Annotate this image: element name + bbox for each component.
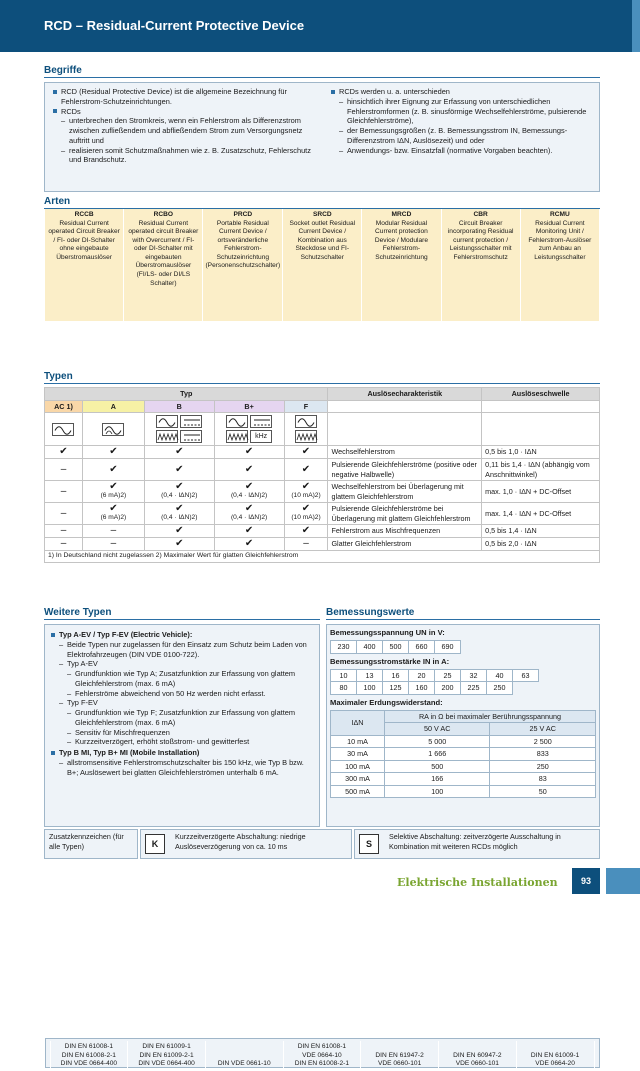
check-mark: ✔ <box>244 446 254 457</box>
typ-mark-cell <box>214 538 284 551</box>
char-cell: Wechselfehlerstrom <box>328 446 482 459</box>
check-mark: ✔ <box>109 481 118 493</box>
arten-desc: Residual Current Monitoring Unit / Fehlerstrom-Auslöser zum Anbau an Leistungsschalter <box>528 219 592 261</box>
typ-mark-cell <box>144 459 214 481</box>
erdung-head-v1: 50 V AC <box>385 723 490 736</box>
typ-mark-cell <box>284 459 328 481</box>
typ-mark-cell <box>284 538 328 551</box>
erdung-cell: 5 000 <box>385 735 490 748</box>
erdung-head-i: IΔN <box>331 710 385 735</box>
value-cell: 20 <box>409 669 435 682</box>
value-cell: 10 <box>331 669 357 682</box>
khz-icon: kHz <box>250 430 272 443</box>
weitere-text: Fehlerströme abweichend von 50 Hz werden nicht erfasst. <box>75 688 266 698</box>
typ-mark-cell <box>284 446 328 459</box>
page-title: RCD – Residual-Current Protective Device <box>44 18 305 33</box>
spannung-label: Bemessungsspannung UN in V: <box>330 628 445 637</box>
check-mark: ✔ <box>109 446 118 457</box>
erdung-label: Maximaler Erdungswiderstand: <box>330 697 443 707</box>
value-cell: 200 <box>435 682 461 695</box>
dash-icon: – <box>59 639 64 649</box>
table-row <box>331 735 596 748</box>
typ-mark-cell <box>144 538 214 551</box>
weitere-text: Beide Typen nur zugelassen für den Einsatz zum Schutz beim Laden von Elektrofahrzeugen (DIN VDE 0100-722). <box>67 639 307 659</box>
value-cell: 80 <box>331 682 357 695</box>
schw-cell: 0,5 bis 1,4 · IΔN <box>482 525 600 538</box>
mixed-frequency-icon <box>226 430 248 443</box>
check-mark: – <box>110 525 117 536</box>
typ-name: B+ <box>214 400 284 413</box>
value-cell: 230 <box>331 641 357 654</box>
check-mark: ✔ <box>301 525 311 536</box>
erdung-cell: 2 500 <box>490 735 596 748</box>
erdung-cell: 100 mA <box>331 760 385 773</box>
char-cell: Glatter Gleichfehlerstrom <box>328 538 482 551</box>
typ-mark-cell <box>82 459 144 481</box>
zusatz-s <box>354 829 600 859</box>
weitere-box <box>44 624 320 827</box>
check-mark: ✔ <box>301 481 311 493</box>
typ-mark-cell <box>45 503 83 525</box>
k-text: Kurzzeitverzögerte Abschaltung: niedrige Auslöseverzögerung von ca. 10 ms <box>175 832 306 851</box>
check-mark: ✔ <box>244 481 254 493</box>
value-cell: 225 <box>461 682 487 695</box>
section-title: Arten <box>44 196 71 207</box>
arten-name: PRCD <box>233 211 253 218</box>
erdung-head-v2: 25 V AC <box>490 723 596 736</box>
begriffe-right <box>331 87 593 155</box>
typ-sub: (0,4 · IΔN)2) <box>230 514 268 522</box>
char-cell: Pulsierende Gleichfehlerströme bei Überlagerung mit glattem Gleichfehlerstrom <box>328 503 482 525</box>
dash-icon: – <box>59 757 64 767</box>
char-header: Auslösecharakteristik <box>328 388 482 401</box>
arten-desc: Socket outlet Residual Current Device / Kombination aus Steckdose und FI-Schutzschalter <box>289 219 356 261</box>
empty-cell <box>328 413 482 446</box>
arten-norm: DIN EN 61009-1 VDE 0664-20 <box>516 1041 594 1071</box>
schw-cell: max. 1,0 · IΔN + DC-Offset <box>482 481 600 503</box>
typ-mark-cell <box>45 481 83 503</box>
k-badge: K <box>145 834 165 854</box>
typ-mark-cell <box>82 538 144 551</box>
value-cell: 13 <box>357 669 383 682</box>
check-mark: ✔ <box>244 525 254 536</box>
value-cell: 100 <box>357 682 383 695</box>
arten-desc: Circuit Breaker incorporating Residual current protection / Leistungsschalter mit Fehlerstromschutz <box>447 219 514 261</box>
sine-wave-icon <box>52 423 74 436</box>
table-row <box>45 446 600 459</box>
dash-icon: – <box>67 708 72 718</box>
erdung-cell: 1 666 <box>385 748 490 761</box>
erdung-cell: 833 <box>490 748 596 761</box>
check-mark: ✔ <box>59 446 68 457</box>
s-badge: S <box>359 834 379 854</box>
header-stripe <box>632 0 640 52</box>
bullet-list <box>331 87 593 97</box>
check-mark: ✔ <box>301 463 311 475</box>
arten-norm: DIN EN 61009-1 DIN EN 61009-2-1 DIN VDE 0664-400 <box>128 1041 206 1071</box>
weitere-item <box>51 728 313 738</box>
weitere-text: Typ F-EV <box>67 698 98 708</box>
check-mark: ✔ <box>175 503 184 515</box>
check-mark: ✔ <box>175 525 184 536</box>
empty-cell <box>328 400 482 413</box>
weitere-item <box>51 708 313 728</box>
arten-norm: DIN VDE 0661-10 <box>205 1041 283 1071</box>
strom-label: Bemessungsstromstärke IN in A: <box>330 656 450 666</box>
value-cell: 400 <box>357 641 383 654</box>
typ-sub: (10 mA)2) <box>291 492 321 500</box>
check-mark: ✔ <box>301 503 311 515</box>
check-mark: – <box>60 538 67 549</box>
arten-name: RCMU <box>549 211 570 218</box>
dash-icon: – <box>59 698 64 708</box>
list-item: – hinsichtlich ihrer Eignung zur Erfassung von unterschiedlichen Fehlerstromformen (z. B. sinusförmige Wechselfehlerströme, pulsierende Gleichfehlerströme), <box>339 97 593 126</box>
schw-header: Auslöseschwelle <box>482 388 600 401</box>
arten-desc: Modular Residual Current protection Device / Modulare Fehlerstrom-Schutzeinrichtung <box>374 219 429 261</box>
typ-mark-cell <box>144 503 214 525</box>
mixed-frequency-icon <box>156 430 178 443</box>
page-header <box>0 0 640 52</box>
value-cell: 16 <box>383 669 409 682</box>
dash-icon: – <box>67 727 72 737</box>
weitere-item <box>51 659 313 669</box>
table-row <box>45 538 600 551</box>
schw-cell: 0,5 bis 1,0 · IΔN <box>482 446 600 459</box>
typ-mark-cell <box>144 481 214 503</box>
bullet-list <box>53 87 315 116</box>
schw-cell: 0,5 bis 2,0 · IΔN <box>482 538 600 551</box>
weitere-item <box>51 737 313 747</box>
dc-icon <box>180 430 202 443</box>
table-row <box>45 459 600 481</box>
section-begriffe-heading <box>44 64 600 78</box>
erdung-cell: 30 mA <box>331 748 385 761</box>
typ-mark-cell <box>45 446 83 459</box>
section-title: Begriffe <box>44 65 82 76</box>
weitere-text: Grundfunktion wie Typ F; Zusatzfunktion zur Erfassung von glattem Gleichfehlerstrom (max. 6 mA) <box>75 708 296 727</box>
typ-name: B <box>144 400 214 413</box>
section-typen-heading <box>44 370 600 384</box>
value-cell: 690 <box>435 641 461 654</box>
page-number: 93 <box>572 868 600 894</box>
zusatz-label: Zusatzkennzeichen (für alle Typen) <box>44 829 138 859</box>
weitere-text: Grundfunktion wie Typ A; Zusatzfunktion zur Erfassung von glattem Gleichfehlerstrom (max. 6 mA) <box>75 669 296 688</box>
section-weitere-heading <box>44 606 320 620</box>
list-item: RCDs <box>53 107 315 117</box>
dash-icon: – <box>67 688 72 698</box>
pulsed-wave-icon <box>156 415 178 428</box>
weitere-text: Kurzzeitverzögert, erhöht stoßstrom- und gewitterfest <box>75 737 250 747</box>
section-bemessung-heading <box>326 606 600 620</box>
check-mark: – <box>60 525 67 536</box>
arten-norm: DIN EN 61947-2 VDE 0660-101 <box>361 1041 439 1071</box>
table-row <box>331 760 596 773</box>
typ-mark-cell <box>284 503 328 525</box>
weitere-text: allstromsensitive Fehlerstromschutzschalter bis 150 kHz, wie Typ B bzw. B+; Auslösewert bei glatten Gleichfehlerströmen unterhalb 6 mA. <box>67 757 304 777</box>
typ-name: A <box>82 400 144 413</box>
arten-norm: DIN EN 61008-1 VDE 0664-10 DIN EN 61008-2-1 <box>283 1041 361 1071</box>
weitere-item <box>51 689 313 699</box>
weitere-text: Sensitiv für Mischfrequenzen <box>75 727 170 737</box>
table-row <box>45 525 600 538</box>
bplus-symbol-cell <box>214 413 284 446</box>
typ-mark-cell <box>82 481 144 503</box>
strom-table <box>330 669 539 695</box>
typ-header: Typ <box>45 388 328 401</box>
schw-cell: max. 1,4 · IΔN + DC-Offset <box>482 503 600 525</box>
table-row <box>45 503 600 525</box>
table-row <box>331 785 596 798</box>
erdung-table <box>330 710 596 799</box>
check-mark: – <box>110 538 117 549</box>
typ-sub: (0,4 · IΔN)2) <box>230 492 268 500</box>
pulsed-wave-icon <box>102 423 124 436</box>
typ-mark-cell <box>144 525 214 538</box>
arten-desc: Portable Residual Current Device / ortsveränderliche Fehlerstrom-Schutzeinrichtung (Personenschutzschalter) <box>205 219 281 270</box>
section-arten-heading <box>44 195 600 209</box>
bullet-icon <box>51 633 55 637</box>
typ-mark-cell <box>82 446 144 459</box>
typen-footnote: 1) In Deutschland nicht zugelassen 2) Maximaler Wert für glatten Gleichfehlerstrom <box>45 551 600 563</box>
bemessung-box <box>326 624 600 827</box>
check-mark: – <box>60 507 67 519</box>
dc-icon <box>250 415 272 428</box>
arten-name: RCCB <box>74 211 94 218</box>
check-mark: – <box>60 463 67 475</box>
check-mark: – <box>60 485 67 497</box>
char-cell: Wechselfehlerstrom bei Überlagerung mit glattem Gleichfehlerstrom <box>328 481 482 503</box>
value-cell: 40 <box>487 669 513 682</box>
typ-mark-cell <box>45 525 83 538</box>
arten-norm: DIN EN 61008-1 DIN EN 61008-2-1 DIN VDE 0664-400 <box>50 1041 128 1071</box>
section-title: Weitere Typen <box>44 607 112 618</box>
typ-mark-cell <box>214 459 284 481</box>
typ-mark-cell <box>82 503 144 525</box>
typ-sub: (10 mA)2) <box>291 514 321 522</box>
typ-name: F <box>284 400 328 413</box>
check-mark: – <box>303 538 309 549</box>
arten-name: RCBO <box>153 211 174 218</box>
dash-icon: – <box>67 669 72 679</box>
footer-stripe <box>606 868 640 894</box>
erdung-cell: 500 mA <box>331 785 385 798</box>
value-cell: 500 <box>383 641 409 654</box>
table-row <box>331 773 596 786</box>
weitere-item <box>51 758 313 778</box>
erdung-cell: 166 <box>385 773 490 786</box>
arten-name: MRCD <box>391 211 412 218</box>
typ-sub: (0,4 · IΔN)2) <box>161 492 198 500</box>
typ-mark-cell <box>82 525 144 538</box>
erdung-cell: 10 mA <box>331 735 385 748</box>
zusatz-k <box>140 829 352 859</box>
value-cell: 160 <box>409 682 435 695</box>
schw-cell: 0,11 bis 1,4 · IΔN (abhängig vom Anschnittwinkel) <box>482 459 600 481</box>
value-cell: 250 <box>487 682 513 695</box>
typ-mark-cell <box>214 446 284 459</box>
typ-mark-cell <box>144 446 214 459</box>
begriffe-left <box>53 87 315 165</box>
table-row <box>45 481 600 503</box>
list-item: – Anwendungs- bzw. Einsatzfall (normative Vorgaben beachten). <box>339 146 593 156</box>
typ-mark-cell <box>45 459 83 481</box>
section-title: Bemessungswerte <box>326 607 415 618</box>
erdung-head-r: RA in Ω bei maximaler Berührungsspannung <box>385 710 596 723</box>
dash-list <box>61 116 315 165</box>
weitere-text: Typ B MI, Typ B+ MI (Mobile Installation) <box>59 748 200 758</box>
arten-col-mrcd <box>362 209 441 321</box>
erdung-cell: 500 <box>385 760 490 773</box>
check-mark: ✔ <box>109 463 118 475</box>
list-item: RCD (Residual Protective Device) ist die allgemeine Bezeichnung für Fehlerstrom-Schutzeinrichtungen. <box>53 87 315 107</box>
table-row <box>331 748 596 761</box>
check-mark: ✔ <box>301 446 311 457</box>
footer-label: Elektrische Installationen <box>397 876 558 889</box>
value-cell: 25 <box>435 669 461 682</box>
list-item: – der Bemessungsgrößen (z. B. Bemessungsstrom IN, Bemessungs-Differenzstrom IΔN, Auslösezeit) und oder <box>339 126 593 146</box>
typ-name: AC 1) <box>45 400 83 413</box>
check-mark: ✔ <box>244 503 254 515</box>
erdung-cell: 83 <box>490 773 596 786</box>
dash-list <box>339 97 593 156</box>
weitere-item <box>51 748 313 758</box>
weitere-item <box>51 630 313 640</box>
value-cell: 63 <box>513 669 539 682</box>
typen-table <box>44 387 600 563</box>
typ-sub: (0,4 · IΔN)2) <box>161 514 198 522</box>
typ-sub: (6 mA)2) <box>100 492 127 500</box>
typ-mark-cell <box>214 481 284 503</box>
weitere-item <box>51 698 313 708</box>
bullet-icon <box>51 751 55 755</box>
erdung-cell: 300 mA <box>331 773 385 786</box>
b-symbol-cell <box>144 413 214 446</box>
typ-mark-cell <box>284 481 328 503</box>
char-cell: Pulsierende Gleichfehlerströme (positive oder negative Halbwelle) <box>328 459 482 481</box>
list-item: RCDs werden u. a. unterschieden <box>331 87 593 97</box>
spannung-table <box>330 640 461 654</box>
weitere-item <box>51 669 313 689</box>
ac-symbol-cell <box>45 413 83 446</box>
erdung-cell: 250 <box>490 760 596 773</box>
weitere-text: Typ A-EV / Typ F-EV (Electric Vehicle): <box>59 630 193 639</box>
typ-mark-cell <box>214 503 284 525</box>
dc-icon <box>180 415 202 428</box>
weitere-item <box>51 640 313 660</box>
weitere-text: Typ A-EV <box>67 659 98 669</box>
arten-col-rccb <box>45 209 124 321</box>
check-mark: ✔ <box>175 446 184 457</box>
check-mark: ✔ <box>244 538 254 549</box>
arten-col-srcd <box>283 209 362 321</box>
check-mark: ✔ <box>244 463 254 475</box>
arten-col-prcd <box>203 209 283 321</box>
erdung-cell: 50 <box>490 785 596 798</box>
value-cell: 32 <box>461 669 487 682</box>
arten-col-rcmu <box>520 209 599 321</box>
arten-norm: DIN EN 60947-2 VDE 0660-101 <box>438 1041 516 1071</box>
check-mark: ✔ <box>175 481 184 493</box>
arten-col-rcbo <box>124 209 203 321</box>
erdung-cell: 100 <box>385 785 490 798</box>
list-item: – unterbrechen den Stromkreis, wenn ein Fehlerstrom als Differenzstrom zwischen zufließendem und abfließendem Strom zum Versorgungsnetz auftritt und <box>61 116 315 145</box>
arten-name: SRCD <box>312 211 332 218</box>
typ-mark-cell <box>284 525 328 538</box>
begriffe-box <box>44 82 600 192</box>
check-mark: ✔ <box>175 463 184 475</box>
char-cell: Fehlerstrom aus Mischfrequenzen <box>328 525 482 538</box>
pulsed-wave-icon <box>295 415 317 428</box>
list-item: – realisieren somit Schutzmaßnahmen wie z. B. Zusatzschutz, Fehlerschutz und Brandschutz. <box>61 146 315 166</box>
dash-icon: – <box>67 737 72 747</box>
value-cell: 660 <box>409 641 435 654</box>
arten-desc: Residual Current operated circuit Breaker with Overcurrent / FI- oder DI-Schalter mit eingebauten Überstromauslöser (FI/LS- oder DI/LS Schalter) <box>128 219 199 287</box>
s-text: Selektive Abschaltung: zeitverzögerte Ausschaltung in Kombination mit weiteren RCDs möglich <box>389 832 561 851</box>
empty-cell <box>482 400 600 413</box>
check-mark: ✔ <box>109 503 118 515</box>
weitere-list <box>51 630 313 777</box>
arten-name: CBR <box>473 211 488 218</box>
value-cell: 125 <box>383 682 409 695</box>
arten-desc: Residual Current operated Circuit Breaker / FI- oder DI-Schalter ohne eingebaute Überstromauslöser <box>48 219 120 261</box>
section-title: Typen <box>44 371 73 382</box>
check-mark: ✔ <box>175 538 184 549</box>
arten-col-cbr <box>441 209 520 321</box>
typ-mark-cell <box>45 538 83 551</box>
empty-cell <box>482 413 600 446</box>
dash-icon: – <box>59 659 64 669</box>
a-symbol-cell <box>82 413 144 446</box>
typ-sub: (6 mA)2) <box>100 514 127 522</box>
mixed-frequency-icon <box>295 430 317 443</box>
typ-mark-cell <box>214 525 284 538</box>
pulsed-wave-icon <box>226 415 248 428</box>
f-symbol-cell <box>284 413 328 446</box>
